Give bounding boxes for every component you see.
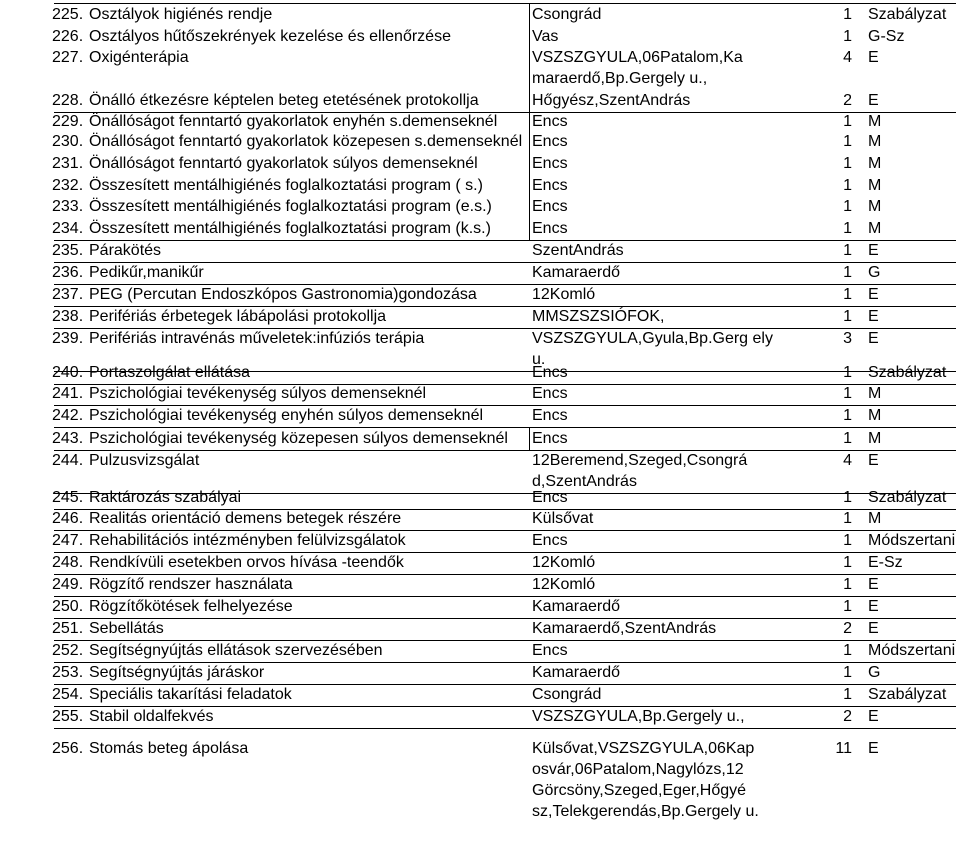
column-border bbox=[529, 26, 530, 48]
institution-list: MMSZSZSIÓFOK, bbox=[532, 308, 665, 325]
row-divider bbox=[54, 728, 956, 729]
row-number: 240. bbox=[52, 364, 84, 381]
institution-count: 1 bbox=[843, 532, 852, 549]
table-row bbox=[0, 428, 960, 449]
institution-list: Hőgyész,SzentAndrás bbox=[532, 92, 691, 109]
institution-count: 1 bbox=[843, 489, 852, 506]
table-row bbox=[0, 362, 960, 383]
procedure-name: Pszichológiai tevékenység súlyos demenseknél bbox=[89, 385, 427, 402]
institution-list: Kamaraerdő bbox=[532, 664, 621, 681]
procedure-name: Önállóságot fenntartó gyakorlatok közepesen s.demenseknél bbox=[89, 133, 523, 150]
row-number: 242. bbox=[52, 407, 84, 424]
table-row bbox=[0, 662, 960, 683]
document-type: Szabályzat bbox=[868, 364, 947, 381]
institution-list: VSZSZGYULA,06Patalom,Ka maraerdő,Bp.Gergely u., bbox=[532, 49, 743, 87]
institution-list: 12Komló bbox=[532, 554, 596, 571]
document-type: M bbox=[868, 510, 882, 527]
institution-list: Encs bbox=[532, 364, 568, 381]
column-border bbox=[529, 47, 530, 90]
institution-list: Encs bbox=[532, 642, 568, 659]
document-type: M bbox=[868, 155, 882, 172]
procedure-name: Rehabilitációs intézményben felülvizsgálatok bbox=[89, 532, 406, 549]
institution-list: Kamaraerdő,SzentAndrás bbox=[532, 620, 717, 637]
procedure-name: Összesített mentálhigiénés foglalkoztatási program ( s.) bbox=[89, 177, 483, 194]
table-row bbox=[0, 240, 960, 261]
top-border bbox=[54, 3, 956, 4]
table-row bbox=[0, 196, 960, 217]
row-number: 231. bbox=[52, 155, 84, 172]
document-type: E bbox=[868, 452, 879, 469]
document-type: E bbox=[868, 308, 879, 325]
institution-count: 11 bbox=[835, 740, 852, 757]
procedure-name: Perifériás érbetegek lábápolási protokollja bbox=[89, 308, 387, 325]
document-type: M bbox=[868, 407, 882, 424]
institution-list: 12Komló bbox=[532, 576, 596, 593]
row-number: 225. bbox=[52, 6, 84, 23]
row-number: 229. bbox=[52, 113, 84, 130]
row-number: 227. bbox=[52, 49, 84, 66]
procedure-name: Stabil oldalfekvés bbox=[89, 708, 214, 725]
procedure-name: Sebellátás bbox=[89, 620, 164, 637]
document-type: E bbox=[868, 92, 879, 109]
document-type: G-Sz bbox=[868, 28, 905, 45]
institution-count: 4 bbox=[843, 49, 852, 66]
table-row bbox=[0, 153, 960, 174]
institution-count: 1 bbox=[843, 198, 852, 215]
institution-list: Csongrád bbox=[532, 6, 602, 23]
document-type: E bbox=[868, 242, 879, 259]
institution-count: 1 bbox=[843, 576, 852, 593]
institution-list: Vas bbox=[532, 28, 559, 45]
institution-count: 1 bbox=[843, 598, 852, 615]
table-row bbox=[0, 706, 960, 727]
institution-list: Kamaraerdő bbox=[532, 264, 621, 281]
institution-list: Encs bbox=[532, 133, 568, 150]
table-row bbox=[0, 26, 960, 47]
procedure-name: Összesített mentálhigiénés foglalkoztatási program (k.s.) bbox=[89, 220, 491, 237]
document-type: E bbox=[868, 49, 879, 66]
row-number: 232. bbox=[52, 177, 84, 194]
row-number: 233. bbox=[52, 198, 84, 215]
institution-list: Encs bbox=[532, 220, 568, 237]
institution-count: 1 bbox=[843, 177, 852, 194]
row-number: 244. bbox=[52, 452, 84, 469]
row-number: 247. bbox=[52, 532, 84, 549]
document-type: Szabályzat bbox=[868, 6, 947, 23]
document-type: E bbox=[868, 598, 879, 615]
institution-list: Encs bbox=[532, 177, 568, 194]
table-row bbox=[0, 284, 960, 305]
procedure-name: Speciális takarítási feladatok bbox=[89, 686, 292, 703]
table-row bbox=[0, 175, 960, 196]
document-type: Módszertani bbox=[868, 642, 956, 659]
procedure-name: Pszichológiai tevékenység közepesen súlyos demenseknél bbox=[89, 430, 508, 447]
row-number: 230. bbox=[52, 133, 84, 150]
institution-list: Encs bbox=[532, 155, 568, 172]
procedure-name: Segítségnyújtás járáskor bbox=[89, 664, 265, 681]
table-row bbox=[0, 596, 960, 617]
document-type: M bbox=[868, 198, 882, 215]
institution-count: 2 bbox=[843, 92, 852, 109]
row-number: 245. bbox=[52, 489, 84, 506]
row-number: 254. bbox=[52, 686, 84, 703]
institution-list: Csongrád bbox=[532, 686, 602, 703]
row-number: 252. bbox=[52, 642, 84, 659]
row-number: 228. bbox=[52, 92, 84, 109]
institution-count: 1 bbox=[843, 407, 852, 424]
table-row bbox=[0, 262, 960, 283]
procedure-name: Összesített mentálhigiénés foglalkoztatási program (e.s.) bbox=[89, 198, 492, 215]
row-number: 246. bbox=[52, 510, 84, 527]
row-number: 255. bbox=[52, 708, 84, 725]
procedure-name: Raktározás szabályai bbox=[89, 489, 242, 506]
table-row bbox=[0, 552, 960, 573]
institution-list: SzentAndrás bbox=[532, 242, 624, 259]
document-type: M bbox=[868, 385, 882, 402]
document-type: E bbox=[868, 620, 879, 637]
institution-list: Encs bbox=[532, 430, 568, 447]
table-row bbox=[0, 640, 960, 661]
institution-count: 4 bbox=[843, 452, 852, 469]
institution-list: VSZSZGYULA,Gyula,Bp.Gerg ely u. bbox=[532, 330, 773, 368]
procedure-name: Oxigénterápia bbox=[89, 49, 189, 66]
table-row bbox=[0, 306, 960, 327]
institution-count: 1 bbox=[843, 113, 852, 130]
institution-list: Encs bbox=[532, 489, 568, 506]
row-number: 256. bbox=[52, 740, 84, 757]
institution-count: 1 bbox=[843, 686, 852, 703]
table-row bbox=[0, 738, 960, 822]
table-row bbox=[0, 450, 960, 492]
table-row bbox=[0, 618, 960, 639]
institution-count: 1 bbox=[843, 664, 852, 681]
table-row bbox=[0, 530, 960, 551]
row-number: 226. bbox=[52, 28, 84, 45]
procedure-name: Realitás orientáció demens betegek részére bbox=[89, 510, 402, 527]
document-type: E bbox=[868, 330, 879, 347]
row-number: 234. bbox=[52, 220, 84, 237]
institution-list: 12Beremend,Szeged,Csongrá d,SzentAndrás bbox=[532, 452, 748, 490]
procedure-name: Osztályok higiénés rendje bbox=[89, 6, 273, 23]
table-row bbox=[0, 4, 960, 25]
institution-count: 3 bbox=[843, 330, 852, 347]
institution-list: 12Komló bbox=[532, 286, 596, 303]
table-row bbox=[0, 684, 960, 705]
column-border bbox=[529, 196, 530, 218]
procedure-name: Stomás beteg ápolása bbox=[89, 740, 249, 757]
procedure-name: Rögzítő rendszer használata bbox=[89, 576, 293, 593]
institution-list: Encs bbox=[532, 532, 568, 549]
institution-count: 1 bbox=[843, 286, 852, 303]
document-type: E bbox=[868, 708, 879, 725]
table-row bbox=[0, 383, 960, 404]
document-type: M bbox=[868, 220, 882, 237]
institution-count: 1 bbox=[843, 133, 852, 150]
institution-count: 1 bbox=[843, 510, 852, 527]
document-type: E bbox=[868, 576, 879, 593]
row-number: 239. bbox=[52, 330, 84, 347]
institution-list: Kamaraerdő bbox=[532, 598, 621, 615]
institution-count: 1 bbox=[843, 155, 852, 172]
row-number: 253. bbox=[52, 664, 84, 681]
column-border bbox=[529, 428, 530, 450]
table-row bbox=[0, 90, 960, 111]
table-row bbox=[0, 218, 960, 239]
column-border bbox=[529, 131, 530, 153]
table-row bbox=[0, 487, 960, 508]
procedure-name: Párakötés bbox=[89, 242, 162, 259]
institution-list: Encs bbox=[532, 385, 568, 402]
document-type: G bbox=[868, 264, 881, 281]
institution-count: 1 bbox=[843, 430, 852, 447]
table-row bbox=[0, 47, 960, 89]
institution-count: 1 bbox=[843, 242, 852, 259]
row-number: 236. bbox=[52, 264, 84, 281]
table-row bbox=[0, 405, 960, 426]
procedure-name: Portaszolgálat ellátása bbox=[89, 364, 250, 381]
row-number: 250. bbox=[52, 598, 84, 615]
column-border bbox=[529, 111, 530, 133]
row-number: 241. bbox=[52, 385, 84, 402]
row-number: 238. bbox=[52, 308, 84, 325]
procedure-name: Önállóságot fenntartó gyakorlatok súlyos demenseknél bbox=[89, 155, 478, 172]
procedure-name: PEG (Percutan Endoszkópos Gastronomia)gondozása bbox=[89, 286, 477, 303]
institution-list: Külsővat,VSZSZGYULA,06Kap osvár,06Patalom,Nagylózs,12 Görcsöny,Szeged,Eger,Hőgyé sz,Telekgerendás,Bp.Gergely u. bbox=[532, 740, 759, 820]
procedure-name: Osztályos hűtőszekrények kezelése és ellenőrzése bbox=[89, 28, 451, 45]
column-border bbox=[529, 153, 530, 175]
institution-list: Encs bbox=[532, 198, 568, 215]
document-type: Szabályzat bbox=[868, 489, 947, 506]
institution-count: 1 bbox=[843, 642, 852, 659]
procedure-name: Segítségnyújtás ellátások szervezésében bbox=[89, 642, 383, 659]
table-row bbox=[0, 131, 960, 152]
column-border bbox=[529, 218, 530, 240]
row-number: 237. bbox=[52, 286, 84, 303]
institution-count: 2 bbox=[843, 620, 852, 637]
table-row bbox=[0, 508, 960, 529]
institution-count: 1 bbox=[843, 28, 852, 45]
document-type: G bbox=[868, 664, 881, 681]
institution-count: 2 bbox=[843, 708, 852, 725]
document-type: E bbox=[868, 286, 879, 303]
row-number: 243. bbox=[52, 430, 84, 447]
row-number: 249. bbox=[52, 576, 84, 593]
row-number: 251. bbox=[52, 620, 84, 637]
institution-list: VSZSZGYULA,Bp.Gergely u., bbox=[532, 708, 745, 725]
institution-list: Encs bbox=[532, 407, 568, 424]
procedure-name: Rögzítőkötések felhelyezése bbox=[89, 598, 293, 615]
procedure-name: Pedikűr,manikűr bbox=[89, 264, 204, 281]
document-type: E-Sz bbox=[868, 554, 903, 571]
procedure-name: Rendkívüli esetekben orvos hívása -teendők bbox=[89, 554, 404, 571]
document-type: M bbox=[868, 113, 882, 130]
table-row bbox=[0, 574, 960, 595]
document-type: Módszertani bbox=[868, 532, 956, 549]
institution-count: 1 bbox=[843, 6, 852, 23]
column-border bbox=[529, 4, 530, 26]
institution-count: 1 bbox=[843, 554, 852, 571]
procedure-name: Perifériás intravénás műveletek:infúziós terápia bbox=[89, 330, 425, 347]
row-number: 235. bbox=[52, 242, 84, 259]
procedure-name: Önállóságot fenntartó gyakorlatok enyhén s.demenseknél bbox=[89, 113, 498, 130]
procedure-name: Pulzusvizsgálat bbox=[89, 452, 200, 469]
institution-count: 1 bbox=[843, 385, 852, 402]
row-number: 248. bbox=[52, 554, 84, 571]
institution-count: 1 bbox=[843, 364, 852, 381]
document-type: M bbox=[868, 430, 882, 447]
column-border bbox=[529, 90, 530, 112]
procedure-name: Pszichológiai tevékenység enyhén súlyos demenseknél bbox=[89, 407, 484, 424]
document-type: E bbox=[868, 740, 879, 757]
table-row bbox=[0, 111, 960, 132]
procedure-name: Önálló étkezésre képtelen beteg etetésének protokollja bbox=[89, 92, 479, 109]
document-type: Szabályzat bbox=[868, 686, 947, 703]
document-type: M bbox=[868, 177, 882, 194]
column-border bbox=[529, 175, 530, 197]
institution-count: 1 bbox=[843, 264, 852, 281]
institution-list: Külsővat bbox=[532, 510, 594, 527]
institution-count: 1 bbox=[843, 220, 852, 237]
institution-list: Encs bbox=[532, 113, 568, 130]
document-type: M bbox=[868, 133, 882, 150]
institution-count: 1 bbox=[843, 308, 852, 325]
